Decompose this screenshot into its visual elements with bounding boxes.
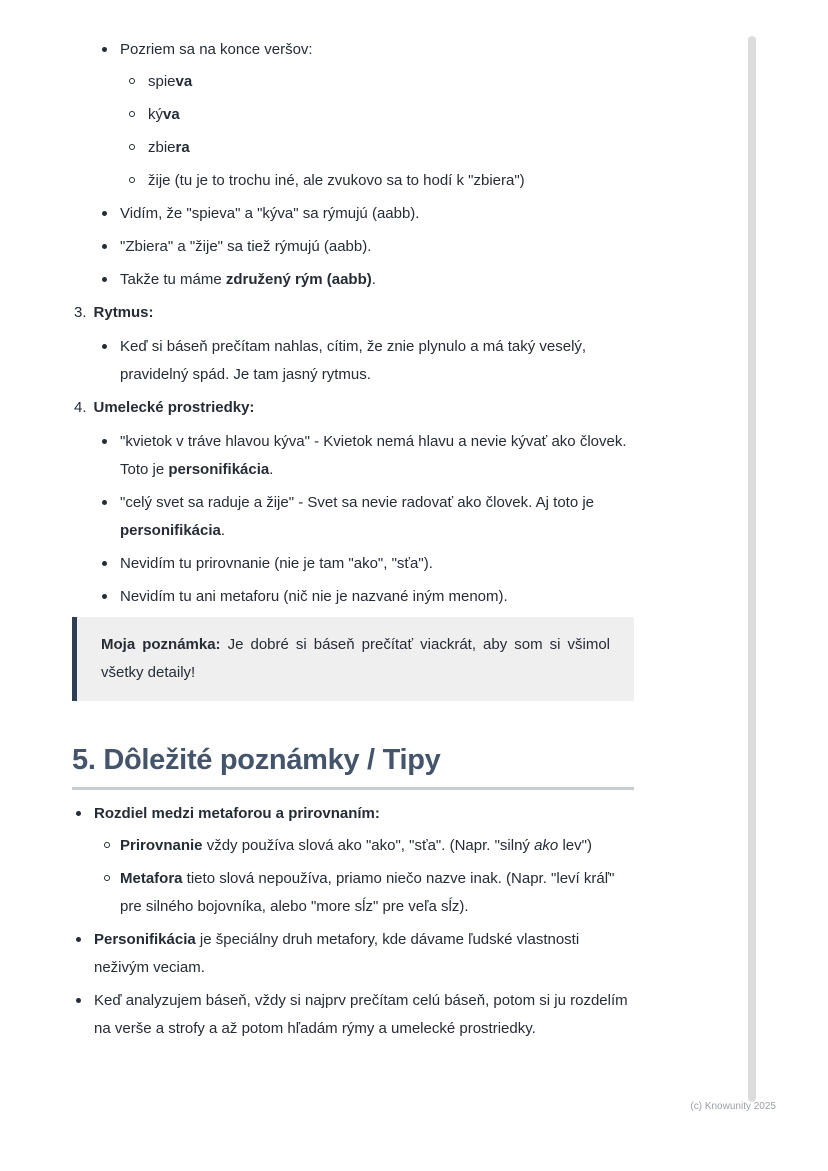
list-item-text: kýva (148, 106, 180, 123)
list-item-text: Nevidím tu ani metaforu (nič nie je nazvané iným menom). (120, 588, 508, 605)
list-item-text: "kvietok v tráve hlavou kýva" - Kvietok nemá hlavu a nevie kývať ako človek. Toto je personifikácia. (120, 433, 627, 478)
umelecke-points-list (72, 428, 634, 611)
numbered-item-rytmus (72, 299, 634, 327)
note-callout-text: Moja poznámka: Je dobré si báseň prečítať viackrát, aby som si všimol všetky detaily! (101, 636, 610, 681)
list-item-vidim (72, 200, 634, 228)
list-item-prirovnanie-def (94, 832, 634, 860)
bullet-circle-icon (129, 177, 135, 183)
list-item-ending-zije (120, 167, 634, 195)
verse-endings-sublist (120, 68, 634, 195)
item-number: 4. (74, 399, 87, 416)
list-item-rytmus-note (72, 333, 634, 389)
bullet-circle-icon (129, 78, 135, 84)
rozdiel-sublist (94, 832, 634, 921)
list-item-personifikacia-def (72, 926, 634, 982)
list-item-ending-spieva (120, 68, 634, 96)
list-item-text: zbiera (148, 139, 190, 156)
list-item-personifikacia-2 (72, 489, 634, 545)
bullet-circle-icon (104, 842, 110, 848)
bullet-disc-icon (102, 500, 107, 505)
list-item-rozdiel (72, 800, 634, 921)
list-item-text: Pozriem sa na konce veršov: (120, 41, 313, 58)
list-item-metafora-def (94, 865, 634, 921)
bullet-disc-icon (102, 211, 107, 216)
bullet-disc-icon (102, 277, 107, 282)
list-item-text: Personifikácia je špeciálny druh metafory, kde dávame ľudské vlastnosti neživým veciam. (94, 931, 580, 976)
tips-list (72, 800, 634, 1043)
bullet-disc-icon (102, 561, 107, 566)
list-item-text: Nevidím tu prirovnanie (nie je tam "ako", "sťa"). (120, 555, 433, 572)
bullet-disc-icon (102, 439, 107, 444)
bullet-circle-icon (129, 144, 135, 150)
list-item-takze (72, 266, 634, 294)
item-title: Rytmus: (93, 304, 154, 321)
list-item-ending-zbiera (120, 134, 634, 162)
item-title: Umelecké prostriedky: (93, 399, 255, 416)
list-item-text: Rozdiel medzi metaforou a prirovnaním: (94, 805, 380, 822)
bullet-disc-icon (102, 244, 107, 249)
section-divider (72, 787, 634, 790)
numbered-item-umelecke-prostriedky (72, 394, 634, 422)
list-item-ending-kyva (120, 101, 634, 129)
bullet-disc-icon (102, 47, 107, 52)
bullet-disc-icon (102, 344, 107, 349)
list-item-text: Prirovnanie vždy používa slová ako "ako", "sťa". (Napr. "silný ako lev") (120, 837, 592, 854)
copyright-watermark: (c) Knowunity 2025 (690, 1101, 776, 1112)
list-item-text: "celý svet sa raduje a žije" - Svet sa nevie radovať ako človek. Aj toto je personifikácia. (120, 494, 595, 539)
rhyme-analysis-list (72, 36, 634, 294)
bullet-disc-icon (76, 998, 81, 1003)
list-item-text: Takže tu máme združený rým (aabb). (120, 271, 376, 288)
item-number: 3. (74, 304, 87, 321)
list-item-text: Metafora tieto slová nepoužíva, priamo niečo nazve inak. (Napr. "leví kráľ" pre silného bojovníka, alebo "more sĺz" pre veľa sĺz). (120, 870, 615, 915)
list-item-text: spieva (148, 73, 193, 90)
list-item-personifikacia-1 (72, 428, 634, 484)
document-content (72, 36, 634, 1048)
list-item-text: Keď si báseň prečítam nahlas, cítim, že znie plynulo a má taký veselý, pravidelný spád. Je tam jasný rytmus. (120, 338, 587, 383)
bullet-circle-icon (104, 875, 110, 881)
list-item-text: Vidím, že "spieva" a "kýva" sa rýmujú (aabb). (120, 205, 420, 222)
note-callout (72, 617, 634, 701)
rytmus-points-list (72, 333, 634, 389)
list-item-zbiera-zije (72, 233, 634, 261)
list-item-prirovnanie-note (72, 550, 634, 578)
list-item-text: "Zbiera" a "žije" sa tiež rýmujú (aabb). (120, 238, 372, 255)
list-item-text: Keď analyzujem báseň, vždy si najprv prečítam celú báseň, potom si ju rozdelím na verše a strofy a až potom hľadám rýmy a umelecké prostriedky. (94, 992, 628, 1037)
scrollbar-thumb[interactable] (748, 36, 756, 1102)
list-item-metafora-note (72, 583, 634, 611)
section-5-heading: 5. Dôležité poznámky / Tipy (72, 744, 441, 776)
bullet-circle-icon (129, 111, 135, 117)
list-item-text: žije (tu je to trochu iné, ale zvukovo sa to hodí k "zbiera") (148, 172, 525, 189)
bullet-disc-icon (76, 811, 81, 816)
list-item-postup-analyzy (72, 987, 634, 1043)
bullet-disc-icon (102, 594, 107, 599)
list-item-pozriem (72, 36, 634, 195)
bullet-disc-icon (76, 937, 81, 942)
